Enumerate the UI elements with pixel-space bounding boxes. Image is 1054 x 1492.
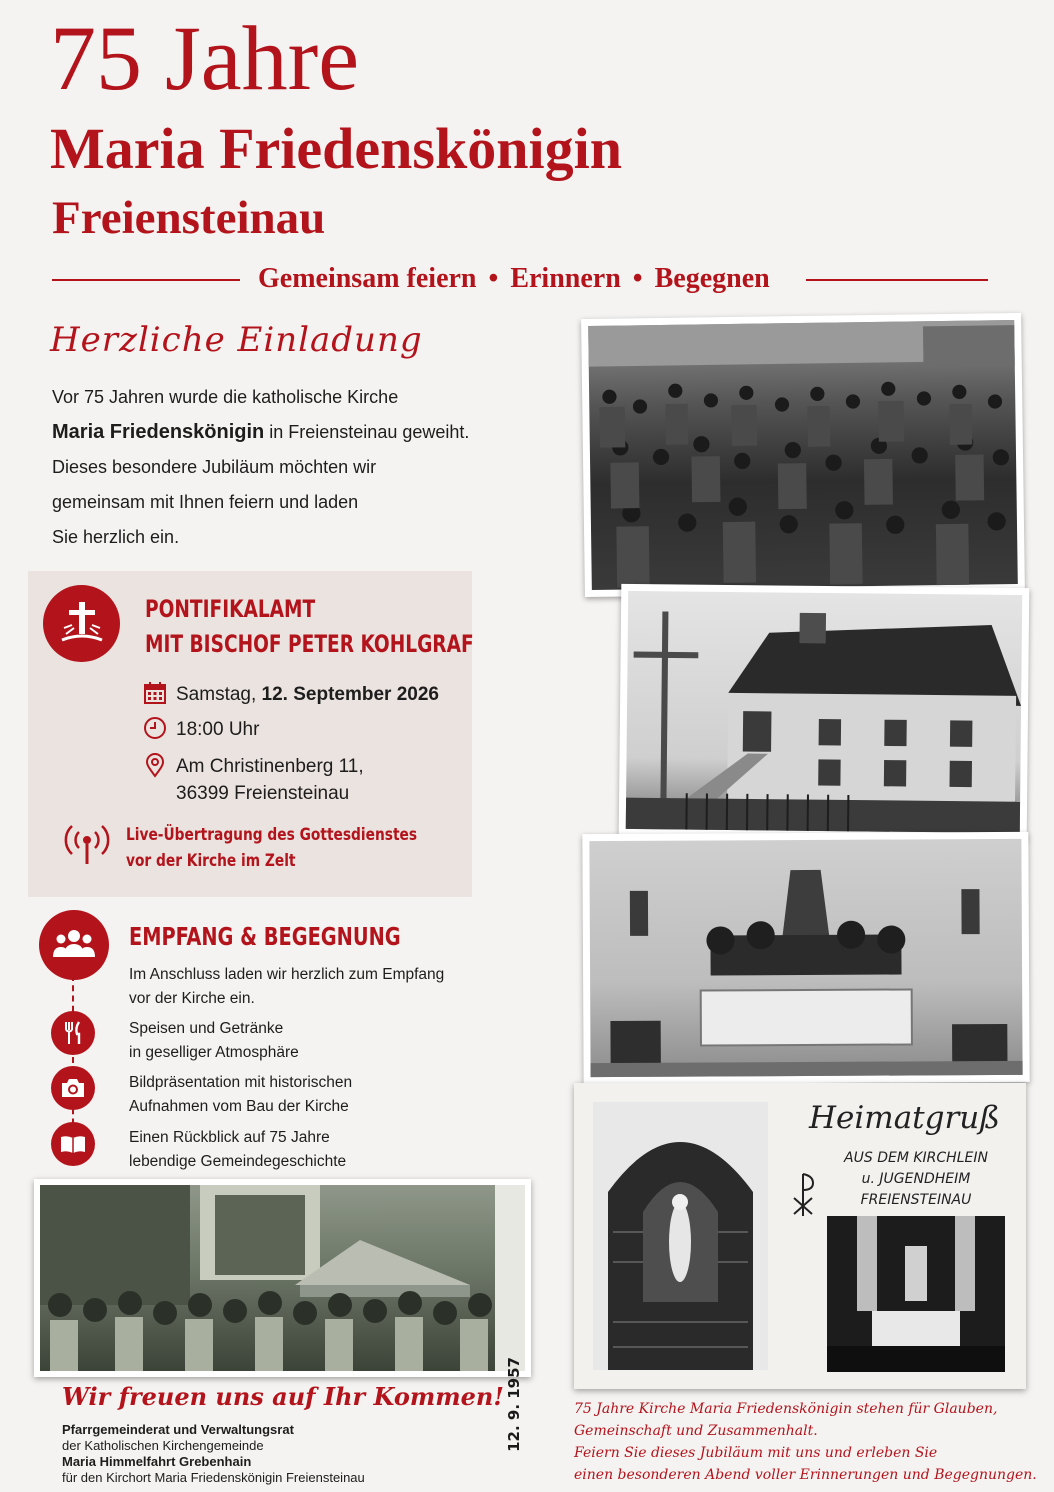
event-date-text bbox=[176, 681, 439, 708]
live-stream-notice bbox=[62, 822, 449, 874]
headline-years: 75 Jahre bbox=[50, 7, 360, 109]
event-time-text: 18:00 Uhr bbox=[176, 719, 260, 740]
closing-text bbox=[574, 1398, 1044, 1486]
book-icon bbox=[51, 1122, 95, 1166]
live-line: vor der Kirche im Zelt bbox=[126, 851, 296, 871]
postcard-caption-line: AUS DEM KIRCHLEIN bbox=[844, 1150, 988, 1166]
address-line: Am Christinenberg 11, bbox=[176, 756, 364, 777]
grotto-image bbox=[593, 1102, 768, 1370]
live-line: Live-Übertragung des Gottesdienstes bbox=[126, 825, 418, 845]
invitation-line: Vor 75 Jahren wurde die katholische Kirche bbox=[52, 387, 399, 407]
clock-icon bbox=[143, 716, 167, 740]
empfang-intro bbox=[129, 963, 444, 1011]
invitation-line: Dieses besondere Jubiläum möchten wir bbox=[52, 457, 377, 477]
headline-church-name: Maria Friedenskönigin bbox=[50, 116, 622, 181]
empfang-title: EMPFANG & BEGEGNUNG bbox=[129, 922, 401, 951]
photo-church-building-historic bbox=[619, 584, 1030, 840]
postcard-caption bbox=[821, 1148, 1011, 1211]
organizer-block bbox=[62, 1422, 365, 1486]
organizer-line: für den Kirchort Maria Friedenskönigin Freiensteinau bbox=[62, 1470, 365, 1485]
event-time bbox=[143, 716, 259, 743]
postcard-caption-line: FREIENSTEINAU bbox=[860, 1192, 972, 1208]
event-date bbox=[143, 681, 439, 708]
live-stream-text bbox=[126, 822, 417, 874]
event-address bbox=[143, 753, 364, 807]
event-address-text bbox=[176, 753, 364, 807]
tagline: Gemeinsam feiern • Erinnern • Begegnen bbox=[258, 263, 770, 294]
invitation-text bbox=[52, 380, 522, 555]
location-pin-icon bbox=[143, 753, 167, 777]
invitation-line: Sie herzlich ein. bbox=[52, 527, 180, 547]
empfang-item-line: in geselliger Atmosphäre bbox=[129, 1044, 299, 1061]
organizer-line: Maria Himmelfahrt Grebenhain bbox=[62, 1454, 252, 1469]
closing-line: Feiern Sie dieses Jubiläum mit uns und erleben Sie bbox=[574, 1445, 938, 1461]
empfang-intro-line: vor der Kirche ein. bbox=[129, 990, 255, 1007]
date-prefix: Samstag, bbox=[176, 684, 262, 705]
divider-left bbox=[52, 279, 240, 281]
camera-icon bbox=[51, 1066, 95, 1110]
empfang-intro-line: Im Anschluss laden wir herzlich zum Empfang bbox=[129, 966, 445, 983]
invitation-line-rest: in Freiensteinau geweiht. bbox=[264, 422, 470, 442]
invitation-line bbox=[52, 415, 522, 450]
closing-line: Gemeinschaft und Zusammenhalt. bbox=[574, 1423, 818, 1439]
broadcast-icon bbox=[62, 822, 112, 866]
divider-right bbox=[806, 279, 988, 281]
cutlery-icon bbox=[51, 1011, 95, 1055]
cross-icon bbox=[43, 585, 120, 662]
headline-place: Freiensteinau bbox=[52, 192, 326, 244]
photo-crowd-historic bbox=[581, 313, 1025, 597]
photo-altar-historic bbox=[582, 832, 1029, 1084]
tagline-item: Begegnen bbox=[654, 263, 770, 294]
date-bold: 12. September 2026 bbox=[261, 684, 439, 705]
photo-date-caption: 12. 9. 1957 bbox=[505, 1357, 523, 1452]
empfang-item-line: Einen Rückblick auf 75 Jahre bbox=[129, 1129, 330, 1146]
invitation-line: gemeinsam mit Ihnen feiern und laden bbox=[52, 492, 359, 512]
church-name-bold: Maria Friedenskönigin bbox=[52, 421, 265, 443]
empfang-item bbox=[129, 1071, 352, 1119]
calendar-icon bbox=[143, 681, 167, 705]
address-line: 36399 Freiensteinau bbox=[176, 783, 350, 804]
empfang-item-line: lebendige Gemeindegeschichte bbox=[129, 1153, 347, 1170]
empfang-item bbox=[129, 1017, 299, 1065]
organizer-line: der Katholischen Kirchengemeinde bbox=[62, 1438, 264, 1453]
tagline-item: Gemeinsam feiern bbox=[258, 263, 477, 294]
chapel-interior-image bbox=[827, 1216, 1005, 1372]
closing-line: einen besonderen Abend voller Erinnerungen und Begegnungen. bbox=[574, 1467, 1037, 1483]
tagline-item: Erinnern bbox=[510, 263, 621, 294]
invitation-heading: Herzliche Einladung bbox=[50, 320, 423, 360]
welcome-message: Wir freuen uns auf Ihr Kommen! bbox=[62, 1382, 504, 1411]
postcard-caption-line: u. JUGENDHEIM bbox=[861, 1171, 971, 1187]
empfang-item-line: Bildpräsentation mit historischen bbox=[129, 1074, 353, 1091]
postcard-title: Heimatgruß bbox=[809, 1100, 1000, 1136]
pontifikalamt-title bbox=[145, 592, 474, 662]
closing-line: 75 Jahre Kirche Maria Friedenskönigin stehen für Glauben, bbox=[574, 1401, 998, 1417]
timeline-connector bbox=[72, 975, 74, 1145]
pontifikalamt-title-line: PONTIFIKALAMT bbox=[145, 595, 316, 623]
organizer-line: Pfarrgemeinderat und Verwaltungsrat bbox=[62, 1422, 294, 1437]
empfang-item bbox=[129, 1126, 346, 1174]
empfang-item-line: Speisen und Getränke bbox=[129, 1020, 284, 1037]
pontifikalamt-title-line: MIT BISCHOF PETER KOHLGRAF bbox=[145, 630, 474, 658]
people-icon bbox=[39, 910, 109, 980]
empfang-item-line: Aufnahmen vom Bau der Kirche bbox=[129, 1098, 349, 1115]
postcard-heimatgruss bbox=[574, 1083, 1026, 1389]
chi-rho-icon bbox=[791, 1172, 815, 1218]
